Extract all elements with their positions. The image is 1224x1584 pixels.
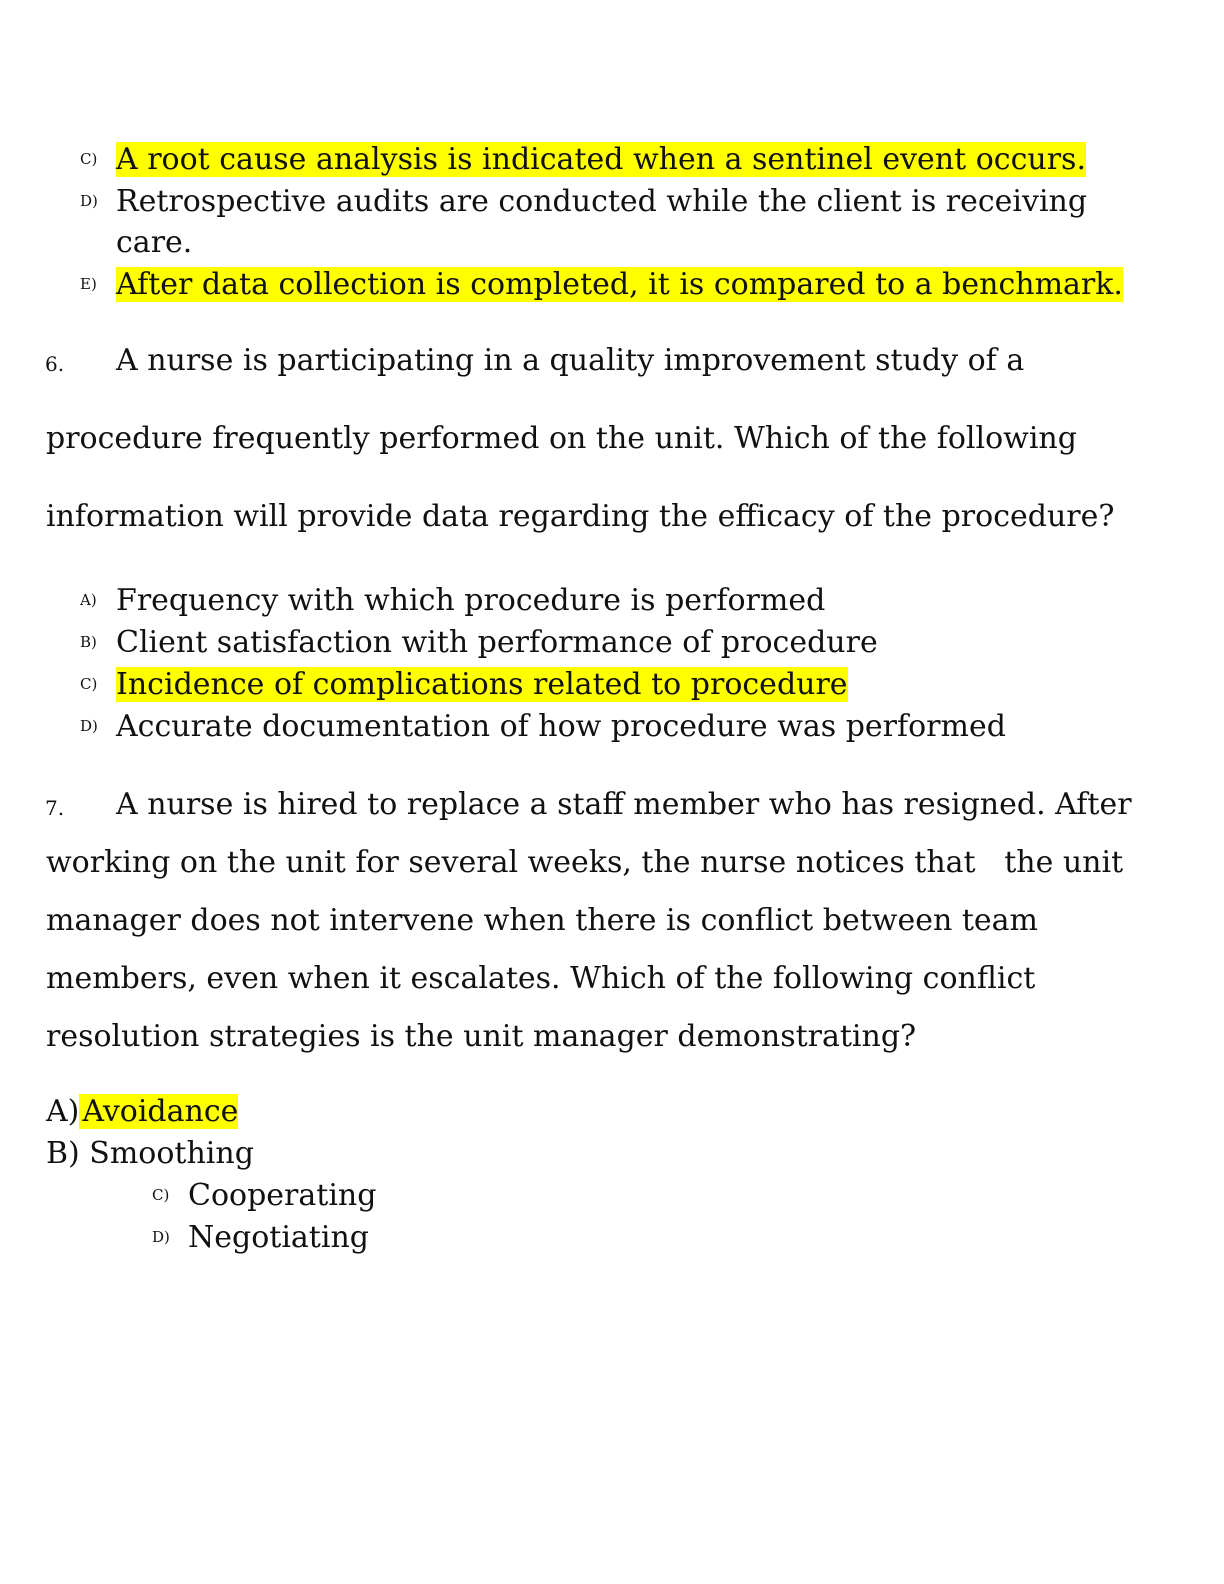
option-text: Smoothing — [89, 1136, 254, 1171]
q5-option-d — [80, 184, 1087, 221]
q7-option-d — [152, 1220, 369, 1257]
q5-option-c — [80, 142, 1086, 179]
q7-option-c — [152, 1178, 376, 1215]
option-text: Accurate documentation of how procedure was performed — [116, 709, 1006, 744]
option-text: A root cause analysis is indicated when a sentinel event occurs. — [116, 142, 1086, 177]
option-letter: D) — [80, 192, 98, 210]
q7-option-a — [46, 1094, 238, 1130]
option-text: After data collection is completed, it is compared to a benchmark. — [116, 267, 1123, 302]
question-number-6: 6. — [45, 352, 65, 376]
option-letter: C) — [80, 150, 98, 168]
option-letter: A) — [46, 1094, 80, 1129]
q7-stem-line-2: working on the unit for several weeks, the nurse notices that the unit — [46, 845, 1124, 880]
option-letter: D) — [80, 717, 98, 735]
q6-stem-line-3: information will provide data regarding the efficacy of the procedure? — [46, 499, 1115, 534]
option-letter: D) — [152, 1228, 170, 1246]
option-letter: E) — [80, 275, 97, 293]
question-number-7: 7. — [45, 796, 65, 820]
q7-stem-line-1: A nurse is hired to replace a staff member who has resigned. After — [116, 787, 1132, 822]
q6-stem-line-2: procedure frequently performed on the unit. Which of the following — [46, 421, 1077, 456]
q6-option-b — [80, 625, 878, 662]
q6-option-c — [80, 667, 848, 704]
option-letter: B) — [46, 1136, 80, 1171]
q6-stem-line-1: A nurse is participating in a quality improvement study of a — [116, 343, 1025, 378]
q6-option-a — [80, 583, 825, 620]
option-text: Frequency with which procedure is performed — [116, 583, 826, 618]
option-text: Negotiating — [188, 1220, 369, 1255]
q6-option-d — [80, 709, 1006, 746]
q7-option-b — [46, 1136, 254, 1172]
option-letter: B) — [80, 633, 97, 651]
option-text: Incidence of complications related to procedure — [116, 667, 848, 702]
option-letter: C) — [80, 675, 98, 693]
q7-stem-line-4: members, even when it escalates. Which of the following conflict — [46, 961, 1036, 996]
q5-option-d-continuation: care. — [116, 225, 193, 260]
option-text: Avoidance — [79, 1094, 238, 1129]
q7-stem-line-3: manager does not intervene when there is conflict between team — [46, 903, 1038, 938]
option-letter: C) — [152, 1186, 170, 1204]
option-text: Client satisfaction with performance of procedure — [116, 625, 878, 660]
q7-stem-line-5: resolution strategies is the unit manager demonstrating? — [46, 1019, 917, 1054]
option-text: Cooperating — [188, 1178, 377, 1213]
q5-option-e — [80, 267, 1123, 304]
option-text: Retrospective audits are conducted while the client is receiving — [116, 184, 1088, 219]
option-letter: A) — [80, 591, 97, 609]
